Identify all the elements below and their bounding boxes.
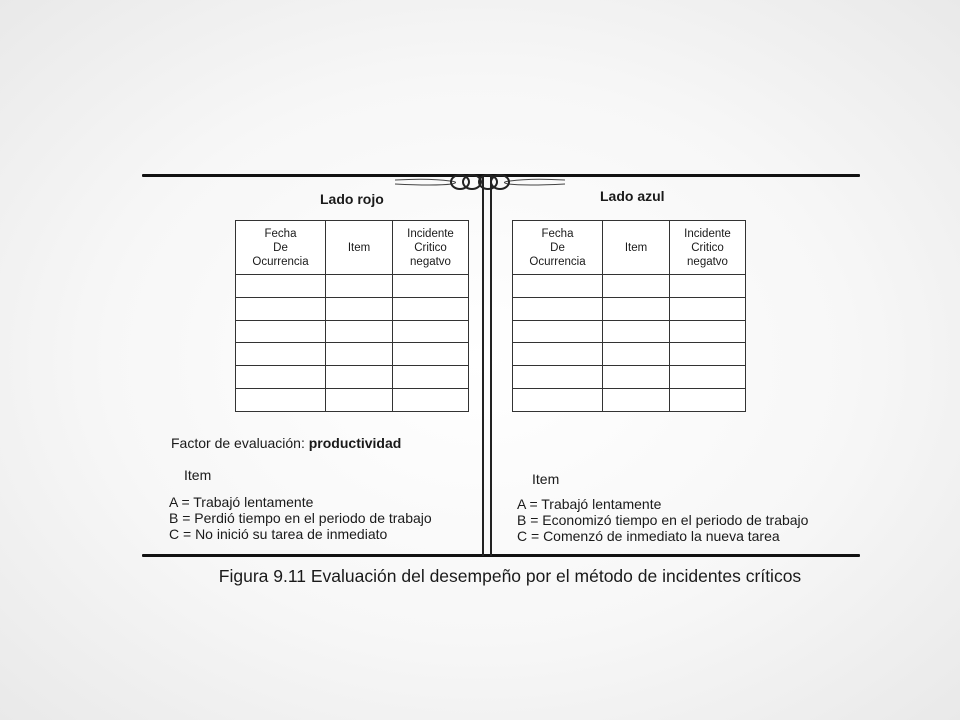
table-cell (670, 366, 746, 389)
table-cell (393, 388, 469, 411)
table-cell (326, 343, 393, 366)
table-row (513, 388, 746, 411)
header-text: Ocurrencia (252, 255, 309, 268)
table-cell (326, 366, 393, 389)
table-header-cell (326, 221, 393, 275)
table-cell (670, 297, 746, 320)
right-item-legend (517, 496, 808, 544)
table-cell (513, 388, 603, 411)
table-row (236, 366, 469, 389)
table-cell (236, 320, 326, 343)
table-header-cell (393, 221, 469, 275)
header-text: Incidente (684, 227, 731, 240)
center-divider-left (482, 176, 484, 556)
right-table-header-row (513, 221, 746, 275)
left-item-legend (169, 494, 432, 542)
table-cell (513, 320, 603, 343)
table-cell (326, 388, 393, 411)
right-item-heading: Item (532, 471, 560, 487)
table-cell (393, 320, 469, 343)
header-text: De (273, 241, 288, 254)
header-text: Item (624, 241, 648, 254)
table-row (236, 320, 469, 343)
left-item-c: C = No inició su tarea de inmediato (169, 526, 388, 542)
header-text: Critico (691, 241, 724, 254)
header-text: Fecha (264, 227, 297, 240)
table-cell (393, 275, 469, 298)
table-cell (236, 297, 326, 320)
factor-value: productividad (308, 435, 402, 451)
center-divider-right (490, 176, 492, 556)
left-item-b: B = Perdió tiempo en el periodo de trabajo (169, 510, 432, 526)
left-item-heading: Item (184, 467, 212, 483)
table-cell (603, 275, 670, 298)
table-row (513, 297, 746, 320)
table-cell (603, 343, 670, 366)
table-header-cell (670, 221, 746, 275)
table-header-cell (603, 221, 670, 275)
table-cell (393, 366, 469, 389)
ornament-flourish-icon (390, 168, 570, 198)
table-cell (236, 388, 326, 411)
header-text: Ocurrencia (529, 255, 586, 268)
table-cell (393, 297, 469, 320)
table-row (236, 343, 469, 366)
table-cell (513, 297, 603, 320)
left-side-title: Lado rojo (320, 191, 384, 207)
table-cell (326, 297, 393, 320)
right-item-b: B = Economizó tiempo en el periodo de trabajo (517, 512, 809, 528)
table-cell (603, 388, 670, 411)
table-cell (513, 275, 603, 298)
table-row (236, 297, 469, 320)
table-cell (670, 388, 746, 411)
header-text: De (550, 241, 565, 254)
table-row (513, 366, 746, 389)
header-text: Critico (414, 241, 447, 254)
table-cell (236, 343, 326, 366)
table-cell (513, 343, 603, 366)
left-incident-table (235, 220, 469, 412)
factor-label: Factor de evaluación: (171, 435, 309, 451)
header-text: Item (347, 241, 371, 254)
left-item-a: A = Trabajó lentamente (169, 494, 314, 510)
left-factor-line (171, 435, 401, 451)
table-row (236, 275, 469, 298)
table-cell (670, 320, 746, 343)
table-cell (326, 320, 393, 343)
table-row (513, 343, 746, 366)
table-cell (603, 366, 670, 389)
table-cell (236, 275, 326, 298)
table-cell (393, 343, 469, 366)
figure-caption: Figura 9.11 Evaluación del desempeño por el método de incidentes críticos (218, 566, 802, 586)
table-row (513, 275, 746, 298)
table-cell (513, 366, 603, 389)
right-side-title: Lado azul (600, 188, 665, 204)
table-cell (326, 275, 393, 298)
table-header-cell (513, 221, 603, 275)
table-cell (236, 366, 326, 389)
header-text: negatvo (687, 255, 728, 268)
table-cell (603, 320, 670, 343)
bottom-divider-line (142, 554, 860, 557)
table-cell (670, 275, 746, 298)
header-text: Fecha (541, 227, 574, 240)
right-incident-table (512, 220, 746, 412)
right-item-c: C = Comenzó de inmediato la nueva tarea (517, 528, 780, 544)
header-text: Incidente (407, 227, 454, 240)
left-table-header-row (236, 221, 469, 275)
table-cell (670, 343, 746, 366)
table-header-cell (236, 221, 326, 275)
table-cell (603, 297, 670, 320)
table-row (236, 388, 469, 411)
right-item-a: A = Trabajó lentamente (517, 496, 662, 512)
header-text: negatvo (410, 255, 451, 268)
table-row (513, 320, 746, 343)
